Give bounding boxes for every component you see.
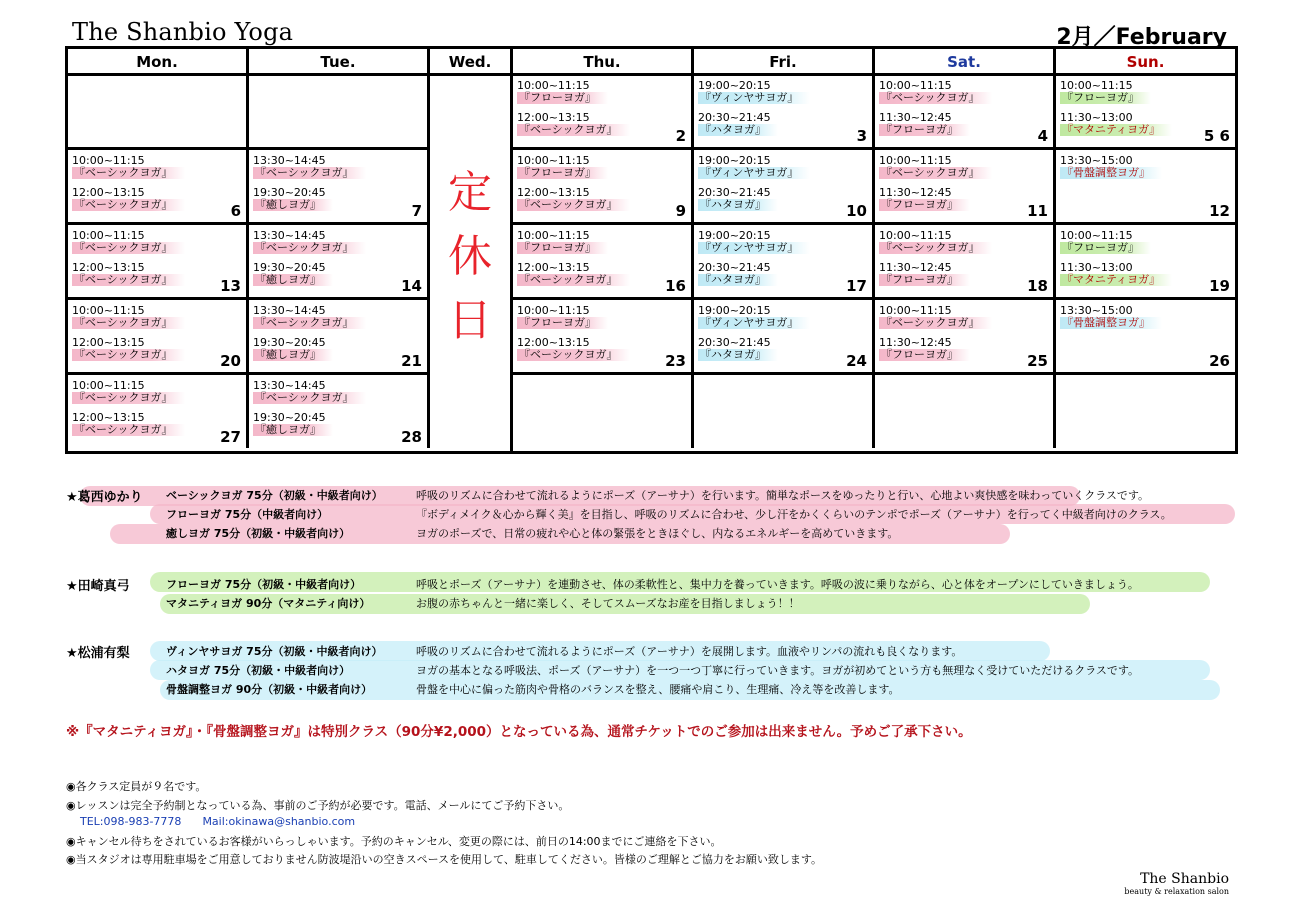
class-entry (72, 155, 246, 179)
class-name: 『フローヨガ』 (1060, 242, 1151, 254)
class-name: 『ベーシックヨガ』 (517, 349, 630, 361)
day-number: 9 (675, 202, 686, 220)
day-number: 16 (665, 277, 686, 295)
class-name: 『ベーシックヨガ』 (879, 242, 992, 254)
class-time: 13:30~14:45 (253, 154, 326, 167)
class-entry (1060, 305, 1235, 329)
class-entry (1060, 230, 1235, 254)
day-number: 5 6 (1203, 127, 1230, 145)
calendar-cell (249, 300, 430, 375)
day-number: 2 (675, 127, 686, 145)
class-name: 『フローヨガ』 (517, 242, 608, 254)
class-time: 10:00~11:15 (1060, 79, 1133, 92)
class-time: 10:00~11:15 (879, 154, 952, 167)
calendar-cell (875, 150, 1056, 225)
tel-link[interactable]: TEL:098-983-7778 (80, 815, 182, 828)
class-time: 11:30~13:00 (1060, 261, 1133, 274)
calendar-cell (1056, 300, 1235, 375)
closed-day-column (430, 75, 513, 451)
class-description-row (166, 595, 1236, 611)
class-name: 『骨盤調整ヨガ』 (1060, 167, 1162, 179)
class-time: 12:00~13:15 (72, 336, 145, 349)
class-name: 『フローヨガ』 (517, 92, 608, 104)
calendar-cell (513, 150, 694, 225)
instructor-name: ★葛西ゆかり (66, 490, 143, 505)
calendar-cell (694, 225, 875, 300)
class-time: 11:30~12:45 (879, 186, 952, 199)
class-time: 10:00~11:15 (517, 154, 590, 167)
class-time: 11:30~12:45 (879, 336, 952, 349)
class-description-text: 呼吸とポーズ（アーサナ）を連動させ、体の柔軟性と、集中力を養っていきます。呼吸の波に乗りながら、心と体をオープンにしていきましょう。 (416, 578, 1139, 591)
calendar-cell (1056, 375, 1235, 448)
class-name: 『ベーシックヨガ』 (72, 199, 185, 211)
class-name: 『癒しヨガ』 (253, 349, 333, 361)
class-name: 『フローヨガ』 (517, 317, 608, 329)
class-description-name: ベーシックヨガ 75分（初級・中級者向け） (166, 489, 383, 502)
day-header: Thu. (513, 49, 694, 76)
day-number: 27 (220, 428, 241, 446)
info-reservation: ◉レッスンは完全予約制となっている為、事前のご予約が必要です。電話、メールにてご予約下さい。 (66, 799, 570, 812)
class-entry (879, 80, 1053, 104)
class-name: 『フローヨガ』 (879, 199, 970, 211)
class-name: 『ヴィンヤサヨガ』 (698, 317, 810, 329)
class-name: 『フローヨガ』 (1060, 92, 1151, 104)
class-time: 19:30~20:45 (253, 186, 326, 199)
class-description-name: ハタヨガ 75分（初級・中級者向け） (166, 664, 351, 677)
day-number: 23 (665, 352, 686, 370)
calendar-cell (68, 150, 249, 225)
class-name: 『ベーシックヨガ』 (72, 317, 185, 329)
class-entry (72, 230, 246, 254)
class-description-name: フローヨガ 75分（初級・中級者向け） (166, 578, 362, 591)
class-time: 10:00~11:15 (517, 79, 590, 92)
class-time: 10:00~11:15 (72, 379, 145, 392)
class-entry (253, 230, 427, 254)
class-entry (517, 305, 691, 329)
class-name: 『ベーシックヨガ』 (517, 124, 630, 136)
closed-day-label: 定 (448, 167, 492, 218)
class-entry (879, 305, 1053, 329)
class-description-text: 『ボディメイク＆心から輝く美』を目指し、呼吸のリズムに合わせ、少し汗をかくくらいのテンポでポーズ（アーサナ）を行ってく中級者向けのクラス。 (416, 508, 1172, 521)
class-name: 『ハタヨガ』 (698, 349, 778, 361)
calendar-cell (249, 225, 430, 300)
class-entry (517, 230, 691, 254)
class-name: 『ベーシックヨガ』 (253, 167, 366, 179)
class-time: 13:30~14:45 (253, 304, 326, 317)
calendar-cell (249, 75, 430, 150)
class-name: 『ベーシックヨガ』 (879, 317, 992, 329)
class-name: 『ベーシックヨガ』 (517, 199, 630, 211)
calendar-cell (513, 375, 694, 448)
day-number: 17 (846, 277, 867, 295)
class-name: 『ベーシックヨガ』 (253, 392, 366, 404)
instructor-name: ★田崎真弓 (66, 579, 130, 594)
calendar-grid (65, 46, 1238, 454)
day-number: 26 (1209, 352, 1230, 370)
class-description-name: 骨盤調整ヨガ 90分（初級・中級者向け） (166, 683, 373, 696)
calendar-cell (1056, 225, 1235, 300)
class-name: 『ベーシックヨガ』 (879, 92, 992, 104)
calendar-cell (875, 300, 1056, 375)
calendar-cell (513, 300, 694, 375)
special-class-note: ※『マタニティヨガ』・『骨盤調整ヨガ』は特別クラス（90分¥2,000）となっている為、通常チケットでのご参加は出来ません。予めご了承下さい。 (66, 724, 972, 740)
class-time: 20:30~21:45 (698, 186, 771, 199)
day-number: 3 (856, 127, 867, 145)
class-name: 『ベーシックヨガ』 (72, 349, 185, 361)
class-entry (879, 112, 1053, 136)
calendar-cell (249, 150, 430, 225)
class-time: 19:00~20:15 (698, 154, 771, 167)
class-description-row (166, 681, 1236, 697)
class-name: 『ベーシックヨガ』 (72, 242, 185, 254)
class-time: 12:00~13:15 (517, 111, 590, 124)
class-time: 12:00~13:15 (517, 261, 590, 274)
class-name: 『ハタヨガ』 (698, 124, 778, 136)
day-header: Tue. (249, 49, 430, 76)
class-entry (517, 80, 691, 104)
class-time: 12:00~13:15 (517, 336, 590, 349)
brand-logo (1124, 871, 1229, 896)
class-name: 『フローヨガ』 (879, 124, 970, 136)
class-description-row (166, 643, 1236, 659)
class-time: 19:00~20:15 (698, 79, 771, 92)
class-name: 『ベーシックヨガ』 (517, 274, 630, 286)
class-name: 『ヴィンヤサヨガ』 (698, 242, 810, 254)
class-name: 『ベーシックヨガ』 (72, 424, 185, 436)
day-number: 25 (1027, 352, 1048, 370)
day-number: 12 (1209, 202, 1230, 220)
class-description-name: マタニティヨガ 90分（マタニティ向け） (166, 597, 371, 610)
class-description-name: フローヨガ 75分（中級者向け） (166, 508, 329, 521)
page-title: The Shanbio Yoga (72, 18, 294, 46)
calendar-cell (694, 75, 875, 150)
class-name: 『ハタヨガ』 (698, 274, 778, 286)
mail-link[interactable]: Mail:okinawa@shanbio.com (202, 815, 356, 828)
class-time: 10:00~11:15 (879, 229, 952, 242)
class-entry (879, 230, 1053, 254)
class-name: 『フローヨガ』 (517, 167, 608, 179)
calendar-cell (68, 225, 249, 300)
class-time: 12:00~13:15 (517, 186, 590, 199)
class-time: 13:30~14:45 (253, 229, 326, 242)
class-name: 『ベーシックヨガ』 (72, 274, 185, 286)
day-number: 11 (1027, 202, 1048, 220)
class-time: 10:00~11:15 (517, 304, 590, 317)
class-time: 12:00~13:15 (72, 186, 145, 199)
class-name: 『癒しヨガ』 (253, 199, 333, 211)
class-entry (698, 155, 872, 179)
class-description-text: ヨガのポーズで、日常の疲れや心と体の緊張をときほぐし、内なるエネルギーを高めていきます。 (416, 527, 899, 540)
class-name: 『癒しヨガ』 (253, 424, 333, 436)
day-header: Mon. (68, 49, 249, 76)
class-description-text: 呼吸のリズムに合わせて流れるようにポーズ（アーサナ）を展開します。血液やリンパの流れも良くなります。 (416, 645, 963, 658)
class-entry (72, 305, 246, 329)
calendar-cell (875, 375, 1056, 448)
day-number: 14 (401, 277, 422, 295)
class-time: 20:30~21:45 (698, 261, 771, 274)
class-entry (1060, 155, 1235, 179)
class-description-name: ヴィンヤサヨガ 75分（初級・中級者向け） (166, 645, 383, 658)
class-description-text: お腹の赤ちゃんと一緒に楽しく、そしてスムーズなお産を目指しましょう！！ (416, 597, 800, 610)
calendar-cell (513, 75, 694, 150)
class-name: 『フローヨガ』 (879, 349, 970, 361)
day-number: 4 (1037, 127, 1048, 145)
class-time: 19:30~20:45 (253, 261, 326, 274)
class-description-row (166, 576, 1236, 592)
class-time: 10:00~11:15 (879, 79, 952, 92)
calendar-cell (68, 375, 249, 448)
class-name: 『ベーシックヨガ』 (72, 167, 185, 179)
class-description-row (166, 487, 1236, 503)
class-time: 13:30~15:00 (1060, 154, 1133, 167)
class-name: 『ハタヨガ』 (698, 199, 778, 211)
day-number: 13 (220, 277, 241, 295)
contact-line (80, 815, 355, 828)
class-name: 『ベーシックヨガ』 (253, 317, 366, 329)
class-entry (698, 80, 872, 104)
day-number: 19 (1209, 277, 1230, 295)
class-time: 12:00~13:15 (72, 261, 145, 274)
brand-name: The Shanbio (1140, 871, 1229, 887)
day-header: Sun. (1056, 49, 1235, 76)
day-number: 18 (1027, 277, 1048, 295)
class-entry (253, 305, 427, 329)
class-time: 12:00~13:15 (72, 411, 145, 424)
class-name: 『マタニティヨガ』 (1060, 274, 1172, 286)
day-number: 10 (846, 202, 867, 220)
calendar-cell (68, 300, 249, 375)
class-time: 10:00~11:15 (879, 304, 952, 317)
calendar-cell (875, 75, 1056, 150)
day-header: Sat. (875, 49, 1056, 76)
class-time: 19:30~20:45 (253, 411, 326, 424)
calendar-cell (1056, 150, 1235, 225)
class-name: 『ベーシックヨガ』 (72, 392, 185, 404)
calendar-cell (249, 375, 430, 448)
info-parking: ◉当スタジオは専用駐車場をご用意しておりません防波堤沿いの空きスペースを使用して、駐車してください。皆様のご理解とご協力をお願い致します。 (66, 853, 822, 866)
class-time: 19:00~20:15 (698, 304, 771, 317)
day-header: Fri. (694, 49, 875, 76)
class-entry (72, 187, 246, 211)
calendar-cell (1056, 75, 1235, 150)
class-entry (253, 187, 427, 211)
class-description-row (166, 525, 1236, 541)
class-entry (517, 187, 691, 211)
class-entry (517, 112, 691, 136)
info-cancellation: ◉キャンセル待ちをされているお客様がいらっしゃいます。予約のキャンセル、変更の際には、前日の14:00までにご連絡を下さい。 (66, 835, 722, 848)
calendar-cell (875, 225, 1056, 300)
class-time: 10:00~11:15 (72, 154, 145, 167)
class-description-row (166, 506, 1236, 522)
day-header: Wed. (430, 49, 513, 76)
class-entry (253, 155, 427, 179)
class-name: 『マタニティヨガ』 (1060, 124, 1172, 136)
class-description-text: ヨガの基本となる呼吸法、ポーズ（アーサナ）を一つ一つ丁寧に行っていきます。ヨガが初めてという方も無理なく受けていただけるクラスです。 (416, 664, 1140, 677)
day-number: 6 (230, 202, 241, 220)
class-entry (698, 112, 872, 136)
calendar-cell (513, 225, 694, 300)
class-entry (698, 305, 872, 329)
class-time: 10:00~11:15 (517, 229, 590, 242)
day-number: 24 (846, 352, 867, 370)
calendar-cell (694, 375, 875, 448)
info-capacity: ◉各クラス定員が９名です。 (66, 780, 207, 793)
class-name: 『癒しヨガ』 (253, 274, 333, 286)
class-entry (253, 380, 427, 404)
class-entry (879, 155, 1053, 179)
day-number: 20 (220, 352, 241, 370)
day-number: 21 (401, 352, 422, 370)
class-time: 10:00~11:15 (72, 304, 145, 317)
class-time: 19:00~20:15 (698, 229, 771, 242)
brand-tagline: beauty & relaxation salon (1124, 887, 1229, 896)
class-entry (517, 155, 691, 179)
class-time: 13:30~15:00 (1060, 304, 1133, 317)
month-label: 2月／February (1056, 25, 1227, 50)
calendar-cell (68, 75, 249, 150)
closed-day-label: 休 (448, 231, 492, 282)
calendar-cell (694, 300, 875, 375)
instructor-name: ★松浦有梨 (66, 646, 130, 661)
closed-day-label: 日 (448, 295, 492, 346)
class-description-name: 癒しヨガ 75分（初級・中級者向け） (166, 527, 351, 540)
class-time: 10:00~11:15 (72, 229, 145, 242)
day-number: 28 (401, 428, 422, 446)
class-description-text: 骨盤を中心に偏った筋肉や骨格のバランスを整え、腰痛や肩こり、生理痛、冷え等を改善します。 (416, 683, 900, 696)
class-description-text: 呼吸のリズムに合わせて流れるようにポーズ（アーサナ）を行います。簡単なポースをゆったりと行い、心地よい爽快感を味わっていくクラスです。 (416, 489, 1150, 502)
class-entry (698, 230, 872, 254)
calendar-cell (694, 150, 875, 225)
class-time: 19:30~20:45 (253, 336, 326, 349)
class-entry (72, 380, 246, 404)
day-number: 7 (411, 202, 422, 220)
class-name: 『ヴィンヤサヨガ』 (698, 92, 810, 104)
class-time: 20:30~21:45 (698, 336, 771, 349)
class-name: 『ベーシックヨガ』 (253, 242, 366, 254)
class-entry (1060, 80, 1235, 104)
class-time: 10:00~11:15 (1060, 229, 1133, 242)
class-name: 『フローヨガ』 (879, 274, 970, 286)
class-time: 13:30~14:45 (253, 379, 326, 392)
class-time: 11:30~12:45 (879, 261, 952, 274)
class-name: 『ベーシックヨガ』 (879, 167, 992, 179)
class-time: 11:30~13:00 (1060, 111, 1133, 124)
class-time: 20:30~21:45 (698, 111, 771, 124)
class-name: 『ヴィンヤサヨガ』 (698, 167, 810, 179)
class-time: 11:30~12:45 (879, 111, 952, 124)
class-description-row (166, 662, 1236, 678)
class-name: 『骨盤調整ヨガ』 (1060, 317, 1162, 329)
